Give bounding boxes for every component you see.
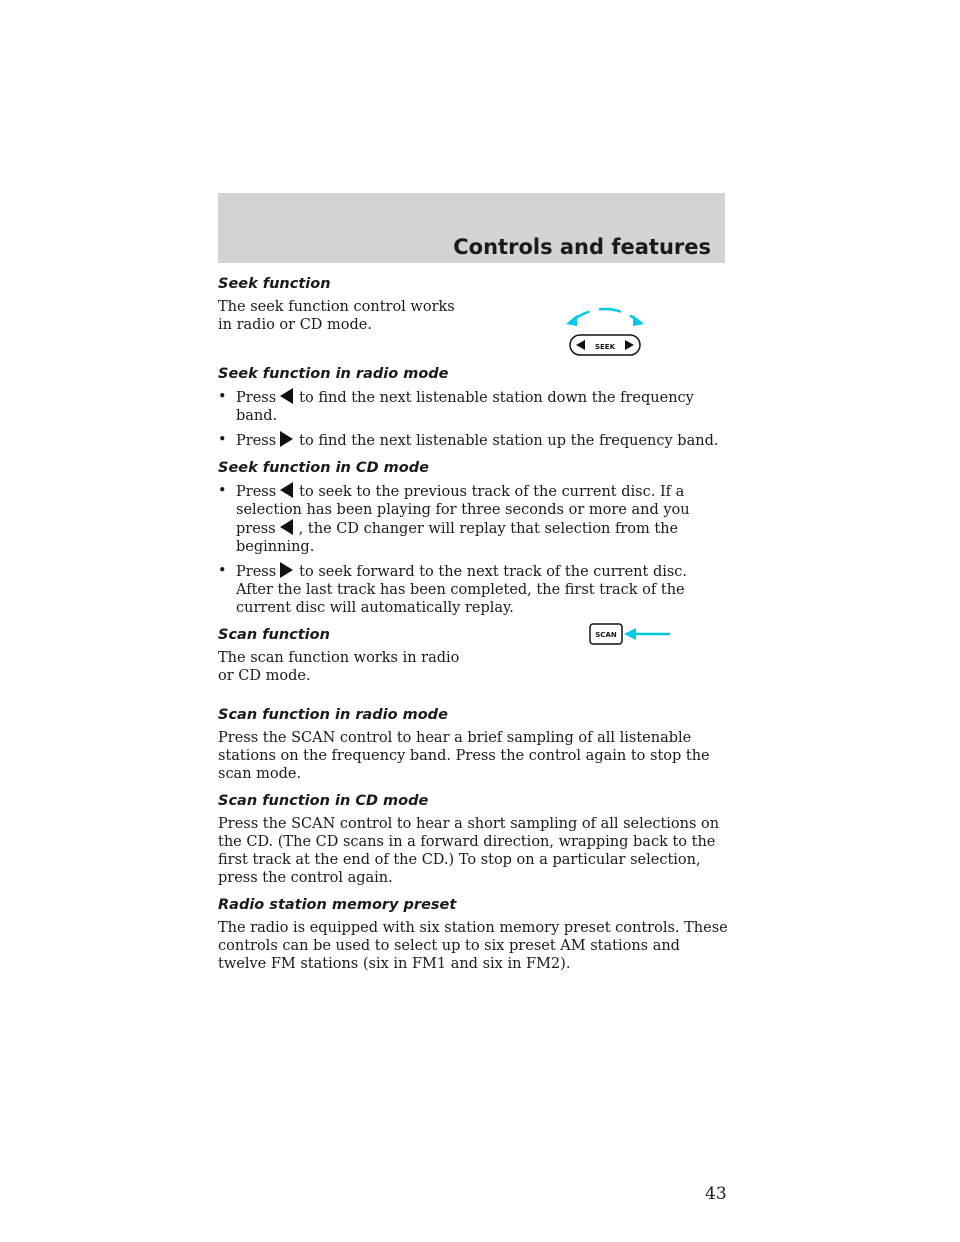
seek-section <box>218 276 728 334</box>
seek-down-icon <box>280 388 293 404</box>
seek-heading: Seek function <box>218 276 331 292</box>
scan-cd-heading: Scan function in CD mode <box>218 793 429 809</box>
bullet-text: Press <box>236 564 277 580</box>
bullet-text: Press <box>236 484 277 500</box>
page-number: 43 <box>705 1184 727 1204</box>
bullet-text: to find the next listenable station down the frequency band. <box>236 390 694 424</box>
bullet-text: to find the next listenable station up the frequency band. <box>299 433 719 449</box>
header-band <box>218 193 725 263</box>
seek-down-icon <box>280 519 293 535</box>
scan-intro: The scan function works in radio or CD mode. <box>218 650 460 684</box>
list-item: • Press to seek forward to the next track of the current disc. After the last track has been completed, the first track of the current disc will automatically replay. <box>218 563 688 616</box>
preset-text: The radio is equipped with six station memory preset controls. These controls can be used to select up to six preset AM stations and twelve FM stations (six in FM1 and six in FM2). <box>218 920 728 972</box>
seek-radio-section <box>218 366 728 450</box>
preset-heading: Radio station memory preset <box>218 897 457 913</box>
bullet-text: to seek to the previous track of the current disc. If a selection has been playing for three seconds or more and you press <box>236 484 690 537</box>
seek-button-label: SEEK <box>594 343 616 351</box>
scan-section <box>218 627 728 685</box>
list-item: • Press to find the next listenable station up the frequency band. <box>218 432 719 449</box>
scan-radio-heading: Scan function in radio mode <box>218 707 448 723</box>
seek-up-icon <box>280 431 293 447</box>
seek-down-icon <box>280 482 293 498</box>
bullet-text: to seek forward to the next track of the current disc. After the last track has been completed, the first track of the current disc will automatically replay. <box>236 564 688 616</box>
scan-radio-section <box>218 707 728 783</box>
seek-up-icon <box>280 562 293 578</box>
page-title: Controls and features <box>453 235 711 259</box>
scan-heading: Scan function <box>218 627 330 643</box>
scan-radio-text: Press the SCAN control to hear a brief sampling of all listenable stations on the frequency band. Press the control again to stop the scan mode. <box>218 730 710 782</box>
list-item: • Press to find the next listenable station down the frequency band. <box>218 389 694 424</box>
bullet-text: Press <box>236 433 277 449</box>
bullet-text: Press <box>236 390 277 406</box>
list-item: • Press to seek to the previous track of the current disc. If a selection has been playing for three seconds or more and you press , the CD changer will replay that selection from the beginning. <box>218 483 690 555</box>
scan-cd-section <box>218 793 728 887</box>
scan-button-label: SCAN <box>595 631 617 639</box>
seek-cd-heading: Seek function in CD mode <box>218 460 429 476</box>
content <box>218 276 728 983</box>
seek-radio-heading: Seek function in radio mode <box>218 366 449 382</box>
preset-section <box>218 897 728 973</box>
bullet-text: , the CD changer will replay that selection from the beginning. <box>236 521 679 555</box>
scan-cd-text: Press the SCAN control to hear a short sampling of all selections on the CD. (The CD scans in a forward direction, wrapping back to the first track at the end of the CD.) To stop on a particular selection, press the control again. <box>218 816 720 886</box>
seek-cd-section <box>218 460 728 617</box>
seek-intro: The seek function control works in radio or CD mode. <box>218 299 455 333</box>
